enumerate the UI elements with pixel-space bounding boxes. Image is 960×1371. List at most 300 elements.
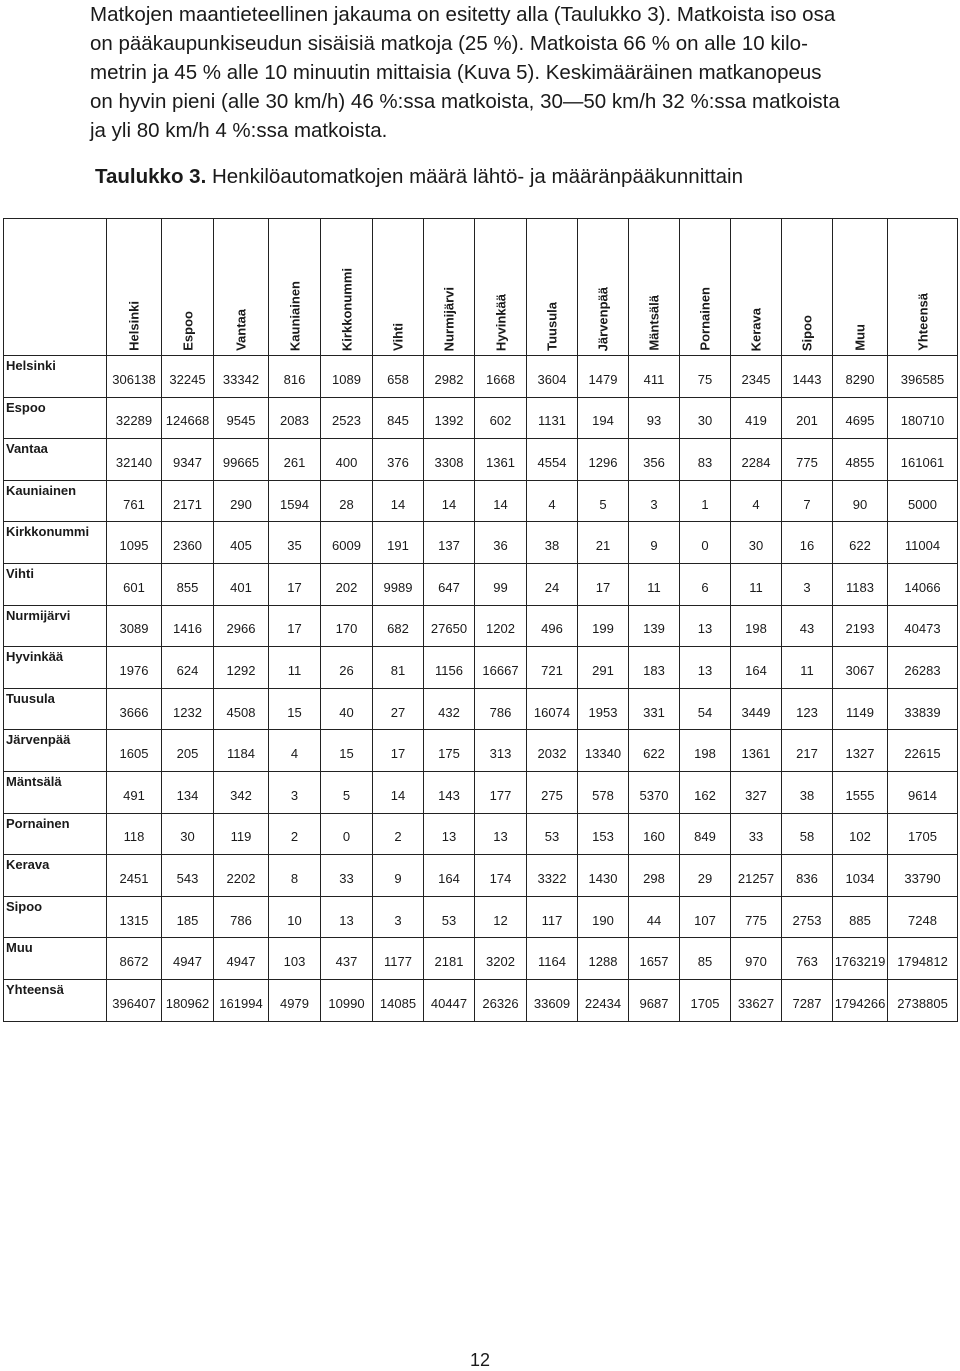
table-cell: 16667 xyxy=(475,647,527,689)
table-cell: 3666 xyxy=(107,688,162,730)
table-cell: 38 xyxy=(527,522,578,564)
table-cell: 180710 xyxy=(888,397,958,439)
table-cell: 44 xyxy=(629,896,680,938)
table-cell: 161994 xyxy=(214,979,269,1021)
table-cell: 4855 xyxy=(833,439,888,481)
table-cell: 190 xyxy=(578,896,629,938)
table-cell: 22434 xyxy=(578,979,629,1021)
table-cell: 4508 xyxy=(214,688,269,730)
table-cell: 1156 xyxy=(424,647,475,689)
table-cell: 26 xyxy=(321,647,373,689)
table-cell: 81 xyxy=(373,647,424,689)
column-header-label: Kauniainen xyxy=(287,280,302,351)
table-cell: 33790 xyxy=(888,855,958,897)
table-cell: 162 xyxy=(680,771,731,813)
table-cell: 721 xyxy=(527,647,578,689)
table-cell: 134 xyxy=(162,771,214,813)
table-cell: 763 xyxy=(782,938,833,980)
table-cell: 816 xyxy=(269,356,321,398)
table-cell: 376 xyxy=(373,439,424,481)
row-label: Pornainen xyxy=(4,813,107,855)
table-cell: 396585 xyxy=(888,356,958,398)
table-cell: 298 xyxy=(629,855,680,897)
table-cell: 93 xyxy=(629,397,680,439)
table-cell: 4947 xyxy=(214,938,269,980)
table-row xyxy=(4,938,958,980)
table-cell: 1 xyxy=(680,480,731,522)
table-cell: 1315 xyxy=(107,896,162,938)
table-cell: 1164 xyxy=(527,938,578,980)
table-cell: 1327 xyxy=(833,730,888,772)
table-cell: 11004 xyxy=(888,522,958,564)
column-header xyxy=(833,219,888,356)
table-cell: 1183 xyxy=(833,563,888,605)
paragraph-line: Matkojen maantieteellinen jakauma on esitetty alla (Taulukko 3). Matkoista iso osa xyxy=(90,3,836,26)
table-cell: 10 xyxy=(269,896,321,938)
table-cell: 8 xyxy=(269,855,321,897)
table-cell: 40473 xyxy=(888,605,958,647)
table-cell: 2966 xyxy=(214,605,269,647)
table-header-row xyxy=(4,219,958,356)
table-cell: 543 xyxy=(162,855,214,897)
table-cell: 9 xyxy=(373,855,424,897)
table-cell: 33627 xyxy=(731,979,782,1021)
table-cell: 21 xyxy=(578,522,629,564)
row-label: Järvenpää xyxy=(4,730,107,772)
table-cell: 5 xyxy=(321,771,373,813)
table-cell: 3449 xyxy=(731,688,782,730)
table-cell: 849 xyxy=(680,813,731,855)
table-cell: 35 xyxy=(269,522,321,564)
table-cell: 786 xyxy=(475,688,527,730)
table-cell: 8290 xyxy=(833,356,888,398)
table-cell: 12 xyxy=(475,896,527,938)
table-cell: 432 xyxy=(424,688,475,730)
table-cell: 2738805 xyxy=(888,979,958,1021)
table-cell: 30 xyxy=(162,813,214,855)
table-cell: 1288 xyxy=(578,938,629,980)
table-cell: 2083 xyxy=(269,397,321,439)
column-header-label: Hyvinkää xyxy=(493,293,508,351)
row-label: Kauniainen xyxy=(4,480,107,522)
table-cell: 191 xyxy=(373,522,424,564)
table-cell: 32289 xyxy=(107,397,162,439)
table-cell: 85 xyxy=(680,938,731,980)
table-cell: 2193 xyxy=(833,605,888,647)
column-header-label: Vantaa xyxy=(233,309,249,351)
table-cell: 180962 xyxy=(162,979,214,1021)
column-header-label: Helsinki xyxy=(126,301,142,351)
table-cell: 9687 xyxy=(629,979,680,1021)
table-cell: 183 xyxy=(629,647,680,689)
table-cell: 855 xyxy=(162,563,214,605)
table-cell: 405 xyxy=(214,522,269,564)
table-cell: 53 xyxy=(527,813,578,855)
table-cell: 11 xyxy=(629,563,680,605)
table-cell: 124668 xyxy=(162,397,214,439)
table-cell: 1296 xyxy=(578,439,629,481)
column-header xyxy=(527,219,578,356)
table-cell: 118 xyxy=(107,813,162,855)
table-cell: 396407 xyxy=(107,979,162,1021)
column-header-label: Yhteensä xyxy=(915,293,930,351)
table-cell: 205 xyxy=(162,730,214,772)
table-cell: 313 xyxy=(475,730,527,772)
table-caption-label: Taulukko 3. xyxy=(95,165,207,188)
table-cell: 331 xyxy=(629,688,680,730)
table-cell: 2345 xyxy=(731,356,782,398)
table-cell: 1149 xyxy=(833,688,888,730)
table-cell: 2 xyxy=(373,813,424,855)
table-cell: 622 xyxy=(629,730,680,772)
table-cell: 3202 xyxy=(475,938,527,980)
table-row xyxy=(4,397,958,439)
column-header-label: Kerava xyxy=(748,307,764,351)
table-cell: 1361 xyxy=(731,730,782,772)
table-cell: 602 xyxy=(475,397,527,439)
table-cell: 970 xyxy=(731,938,782,980)
table-cell: 4947 xyxy=(162,938,214,980)
table-cell: 10990 xyxy=(321,979,373,1021)
table-cell: 38 xyxy=(782,771,833,813)
column-header xyxy=(162,219,214,356)
row-label: Hyvinkää xyxy=(4,647,107,689)
table-cell: 491 xyxy=(107,771,162,813)
table-cell: 6 xyxy=(680,563,731,605)
row-label: Espoo xyxy=(4,397,107,439)
table-cell: 342 xyxy=(214,771,269,813)
table-cell: 1668 xyxy=(475,356,527,398)
table-cell: 1392 xyxy=(424,397,475,439)
table-cell: 9545 xyxy=(214,397,269,439)
table-cell: 1416 xyxy=(162,605,214,647)
paragraph-line: ja yli 80 km/h 4 %:ssa matkoista. xyxy=(90,119,388,142)
table-cell: 2523 xyxy=(321,397,373,439)
table-cell: 28 xyxy=(321,480,373,522)
table-cell: 3067 xyxy=(833,647,888,689)
table-cell: 164 xyxy=(424,855,475,897)
table-cell: 117 xyxy=(527,896,578,938)
row-label: Kirkkonummi xyxy=(4,522,107,564)
table-cell: 3604 xyxy=(527,356,578,398)
table-cell: 54 xyxy=(680,688,731,730)
table-cell: 33609 xyxy=(527,979,578,1021)
table-row xyxy=(4,771,958,813)
table-cell: 17 xyxy=(373,730,424,772)
table-cell: 174 xyxy=(475,855,527,897)
table-cell: 9 xyxy=(629,522,680,564)
column-header-label: Tuusula xyxy=(544,302,560,351)
table-cell: 26283 xyxy=(888,647,958,689)
table-cell: 356 xyxy=(629,439,680,481)
column-header xyxy=(424,219,475,356)
column-header xyxy=(321,219,373,356)
column-header xyxy=(731,219,782,356)
table-cell: 7287 xyxy=(782,979,833,1021)
row-label: Nurmijärvi xyxy=(4,605,107,647)
column-header-label: Muu xyxy=(852,324,868,351)
table-cell: 198 xyxy=(680,730,731,772)
table-cell: 4 xyxy=(527,480,578,522)
table-cell: 99 xyxy=(475,563,527,605)
table-cell: 261 xyxy=(269,439,321,481)
table-cell: 16074 xyxy=(527,688,578,730)
table-cell: 40 xyxy=(321,688,373,730)
table-cell: 107 xyxy=(680,896,731,938)
table-cell: 27650 xyxy=(424,605,475,647)
table-cell: 775 xyxy=(731,896,782,938)
table-cell: 33 xyxy=(731,813,782,855)
table-cell: 1605 xyxy=(107,730,162,772)
table-cell: 3 xyxy=(269,771,321,813)
table-cell: 27 xyxy=(373,688,424,730)
table-cell: 3322 xyxy=(527,855,578,897)
table-cell: 275 xyxy=(527,771,578,813)
table-cell: 13 xyxy=(680,605,731,647)
table-cell: 1976 xyxy=(107,647,162,689)
table-cell: 4979 xyxy=(269,979,321,1021)
table-row xyxy=(4,605,958,647)
table-cell: 40447 xyxy=(424,979,475,1021)
table-cell: 601 xyxy=(107,563,162,605)
column-header xyxy=(269,219,321,356)
table-cell: 143 xyxy=(424,771,475,813)
table-cell: 622 xyxy=(833,522,888,564)
column-header-label: Vihti xyxy=(390,323,406,351)
table-cell: 160 xyxy=(629,813,680,855)
column-header xyxy=(888,219,958,356)
table-caption-text: Henkilöautomatkojen määrä lähtö- ja määränpääkunnittain xyxy=(206,165,743,188)
table-cell: 123 xyxy=(782,688,833,730)
table-cell: 9614 xyxy=(888,771,958,813)
table-cell: 2982 xyxy=(424,356,475,398)
column-header xyxy=(373,219,424,356)
table-cell: 24 xyxy=(527,563,578,605)
table-cell: 1177 xyxy=(373,938,424,980)
table-cell: 327 xyxy=(731,771,782,813)
table-cell: 15 xyxy=(269,688,321,730)
table-cell: 202 xyxy=(321,563,373,605)
table-cell: 775 xyxy=(782,439,833,481)
table-cell: 885 xyxy=(833,896,888,938)
row-label: Mäntsälä xyxy=(4,771,107,813)
column-header-label: Espoo xyxy=(180,311,195,351)
row-label: Tuusula xyxy=(4,688,107,730)
table-cell: 4 xyxy=(731,480,782,522)
table-cell: 1131 xyxy=(527,397,578,439)
table-cell: 786 xyxy=(214,896,269,938)
table-cell: 291 xyxy=(578,647,629,689)
table-row xyxy=(4,855,958,897)
table-cell: 845 xyxy=(373,397,424,439)
table-cell: 836 xyxy=(782,855,833,897)
table-row xyxy=(4,356,958,398)
column-header xyxy=(578,219,629,356)
column-header-label: Nurmijärvi xyxy=(441,286,457,351)
table-cell: 1763219 xyxy=(833,938,888,980)
table-cell: 15 xyxy=(321,730,373,772)
table-cell: 3089 xyxy=(107,605,162,647)
column-header xyxy=(680,219,731,356)
table-cell: 119 xyxy=(214,813,269,855)
column-header xyxy=(107,219,162,356)
table-cell: 26326 xyxy=(475,979,527,1021)
table-cell: 29 xyxy=(680,855,731,897)
table-cell: 5 xyxy=(578,480,629,522)
table-cell: 2360 xyxy=(162,522,214,564)
table-cell: 0 xyxy=(321,813,373,855)
table-cell: 14 xyxy=(475,480,527,522)
table-cell: 43 xyxy=(782,605,833,647)
table-cell: 58 xyxy=(782,813,833,855)
row-label: Sipoo xyxy=(4,896,107,938)
column-header xyxy=(475,219,527,356)
table-cell: 17 xyxy=(269,563,321,605)
table-cell: 103 xyxy=(269,938,321,980)
table-cell: 682 xyxy=(373,605,424,647)
table-cell: 90 xyxy=(833,480,888,522)
table-cell: 6009 xyxy=(321,522,373,564)
table-cell: 1430 xyxy=(578,855,629,897)
table-cell: 137 xyxy=(424,522,475,564)
table-cell: 33839 xyxy=(888,688,958,730)
table-cell: 1794812 xyxy=(888,938,958,980)
table-cell: 658 xyxy=(373,356,424,398)
table-cell: 1202 xyxy=(475,605,527,647)
table-cell: 175 xyxy=(424,730,475,772)
table-cell: 102 xyxy=(833,813,888,855)
table-cell: 7248 xyxy=(888,896,958,938)
table-cell: 400 xyxy=(321,439,373,481)
table-cell: 1794266 xyxy=(833,979,888,1021)
table-cell: 578 xyxy=(578,771,629,813)
table-cell: 7 xyxy=(782,480,833,522)
table-cell: 30 xyxy=(731,522,782,564)
table-cell: 139 xyxy=(629,605,680,647)
column-header xyxy=(214,219,269,356)
table-cell: 36 xyxy=(475,522,527,564)
table-cell: 1479 xyxy=(578,356,629,398)
table-cell: 1184 xyxy=(214,730,269,772)
paragraph-line: on pääkaupunkiseudun sisäisiä matkoja (25 %). Matkoista 66 % on alle 10 kilo- xyxy=(90,32,808,55)
table-cell: 2181 xyxy=(424,938,475,980)
table-cell: 1034 xyxy=(833,855,888,897)
table-cell: 217 xyxy=(782,730,833,772)
table-row xyxy=(4,480,958,522)
row-label: Vantaa xyxy=(4,439,107,481)
table-row xyxy=(4,647,958,689)
table-cell: 1443 xyxy=(782,356,833,398)
table-cell: 1657 xyxy=(629,938,680,980)
table-cell: 164 xyxy=(731,647,782,689)
table-cell: 437 xyxy=(321,938,373,980)
table-cell: 0 xyxy=(680,522,731,564)
table-cell: 2171 xyxy=(162,480,214,522)
table-cell: 13 xyxy=(475,813,527,855)
table-cell: 177 xyxy=(475,771,527,813)
table-cell: 496 xyxy=(527,605,578,647)
table-cell: 761 xyxy=(107,480,162,522)
table-cell: 21257 xyxy=(731,855,782,897)
table-cell: 2 xyxy=(269,813,321,855)
table-cell: 4554 xyxy=(527,439,578,481)
table-cell: 11 xyxy=(731,563,782,605)
table-cell: 99665 xyxy=(214,439,269,481)
table-cell: 1594 xyxy=(269,480,321,522)
table-cell: 2202 xyxy=(214,855,269,897)
column-header-label: Sipoo xyxy=(799,314,815,351)
table-cell: 32245 xyxy=(162,356,214,398)
table-cell: 14085 xyxy=(373,979,424,1021)
table-cell: 290 xyxy=(214,480,269,522)
table-cell: 647 xyxy=(424,563,475,605)
row-label: Muu xyxy=(4,938,107,980)
table-row xyxy=(4,979,958,1021)
row-label: Kerava xyxy=(4,855,107,897)
table-cell: 153 xyxy=(578,813,629,855)
table-cell: 11 xyxy=(782,647,833,689)
table-cell: 1705 xyxy=(888,813,958,855)
paragraph-line: on hyvin pieni (alle 30 km/h) 46 %:ssa matkoista, 30—50 km/h 32 %:ssa matkoista xyxy=(90,90,840,113)
table-cell: 14 xyxy=(373,771,424,813)
table-cell: 3 xyxy=(373,896,424,938)
trip-matrix-table xyxy=(3,218,958,1022)
table-cell: 4 xyxy=(269,730,321,772)
header-corner-cell xyxy=(4,219,107,356)
table-cell: 53 xyxy=(424,896,475,938)
column-header-label: Mäntsälä xyxy=(646,295,662,351)
table-cell: 2032 xyxy=(527,730,578,772)
column-header-label: Järvenpää xyxy=(595,286,611,351)
table-row xyxy=(4,439,958,481)
table-cell: 33 xyxy=(321,855,373,897)
table-cell: 4695 xyxy=(833,397,888,439)
page-number: 12 xyxy=(469,1350,491,1370)
table-cell: 14066 xyxy=(888,563,958,605)
row-label: Helsinki xyxy=(4,356,107,398)
table-cell: 1953 xyxy=(578,688,629,730)
table-cell: 9347 xyxy=(162,439,214,481)
table-row xyxy=(4,730,958,772)
table-cell: 14 xyxy=(373,480,424,522)
table-cell: 198 xyxy=(731,605,782,647)
table-cell: 17 xyxy=(269,605,321,647)
table-cell: 13 xyxy=(321,896,373,938)
table-cell: 11 xyxy=(269,647,321,689)
table-cell: 2284 xyxy=(731,439,782,481)
body-paragraph xyxy=(90,0,890,145)
table-cell: 1232 xyxy=(162,688,214,730)
table-cell: 1089 xyxy=(321,356,373,398)
table-cell: 75 xyxy=(680,356,731,398)
table-row xyxy=(4,896,958,938)
table-row xyxy=(4,563,958,605)
table-cell: 1095 xyxy=(107,522,162,564)
table-cell: 161061 xyxy=(888,439,958,481)
table-cell: 401 xyxy=(214,563,269,605)
table-cell: 419 xyxy=(731,397,782,439)
table-cell: 5370 xyxy=(629,771,680,813)
column-header xyxy=(629,219,680,356)
table-row xyxy=(4,688,958,730)
row-label: Vihti xyxy=(4,563,107,605)
table-cell: 3 xyxy=(782,563,833,605)
table-cell: 2753 xyxy=(782,896,833,938)
table-cell: 3308 xyxy=(424,439,475,481)
table-cell: 411 xyxy=(629,356,680,398)
table-cell: 185 xyxy=(162,896,214,938)
table-cell: 83 xyxy=(680,439,731,481)
